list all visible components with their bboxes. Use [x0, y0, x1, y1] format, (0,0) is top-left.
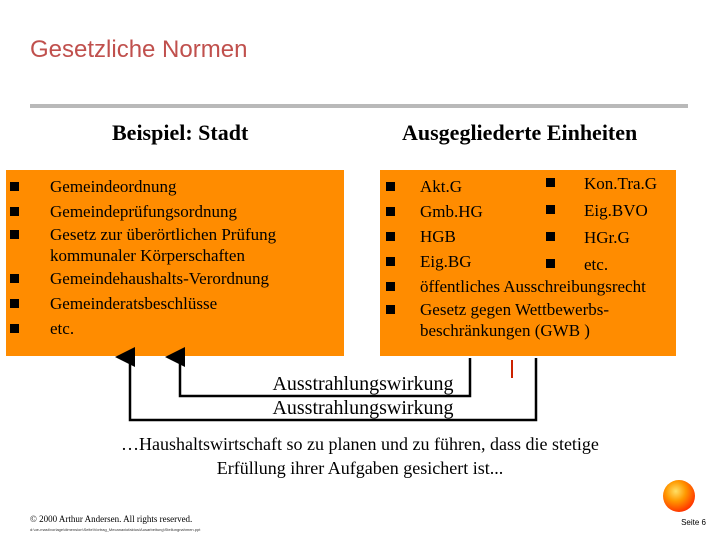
- list-item: Gemeindeprüfungsordnung: [10, 199, 340, 224]
- logo-sphere-icon: [663, 480, 695, 512]
- list-item: HGB: [386, 224, 676, 249]
- page-number: Seite 6: [681, 518, 706, 527]
- list-item: Kon.Tra.G: [546, 170, 676, 197]
- list-item: Eig.BG: [386, 249, 676, 274]
- slide-title: Gesetzliche Normen: [30, 36, 248, 63]
- list-item: Gesetz gegen Wettbewerbs-beschränkungen (GWB ): [386, 299, 676, 341]
- list-item: öffentliches Ausschreibungsrecht: [386, 274, 676, 299]
- list-item: Gemeinderatsbeschlüsse: [10, 291, 340, 316]
- influence-label-1: Ausstrahlungswirkung: [272, 373, 454, 395]
- list-item: Gemeindeordnung: [10, 174, 340, 199]
- file-path: d:\oe-mast\vorlage\dimension\Seite\Vortrag_Mecanaxiofaktus\Ausarbeitung\Stellungnahmen.ppt: [30, 527, 201, 532]
- influence-label-2: Ausstrahlungswirkung: [272, 397, 454, 419]
- list-item: HGr.G: [546, 224, 676, 251]
- list-item: Gmb.HG: [386, 199, 676, 224]
- list-item: etc.: [10, 316, 340, 341]
- list-item: Gemeindehaushalts-Verordnung: [10, 266, 340, 291]
- left-heading: Beispiel: Stadt: [112, 120, 249, 145]
- right-heading: Ausgegliederte Einheiten: [402, 120, 638, 145]
- list-item: Akt.G: [386, 174, 676, 199]
- list-item: etc.: [546, 251, 676, 278]
- copyright-text: © 2000 Arthur Andersen. All rights reserved.: [30, 514, 193, 524]
- quote-text: …Haushaltswirtschaft so zu planen und zu führen, dass die stetige Erfüllung ihrer Aufgaben gesichert ist...: [121, 434, 599, 478]
- list-item: Eig.BVO: [546, 197, 676, 224]
- list-item: Gesetz zur überörtlichen Prüfung kommunaler Körperschaften: [10, 224, 340, 266]
